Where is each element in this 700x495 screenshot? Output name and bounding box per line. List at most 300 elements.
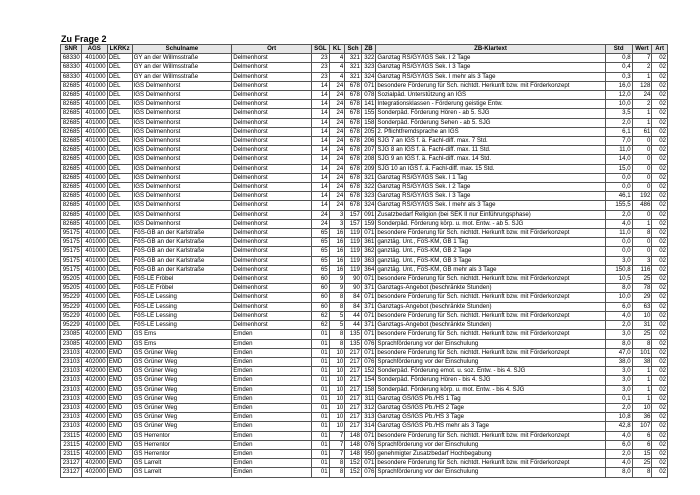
cell-sgl: 01 <box>312 422 330 431</box>
cell-lkrkz: DEL <box>107 219 132 228</box>
cell-sch: 135 <box>345 339 362 348</box>
cell-kl: 24 <box>329 192 345 201</box>
cell-ags: 401000 <box>81 302 107 311</box>
cell-std: 4,0 <box>605 431 632 440</box>
cell-sgl: 01 <box>312 468 330 477</box>
cell-sch: 678 <box>345 146 362 155</box>
cell-wert: 2 <box>632 63 652 72</box>
cell-ags: 401000 <box>81 137 107 146</box>
cell-lkrkz: EMD <box>107 459 132 468</box>
cell-lkrkz: DEL <box>107 284 132 293</box>
cell-art: 02 <box>652 247 668 256</box>
cell-art: 02 <box>652 72 668 81</box>
table-header-row <box>61 45 668 54</box>
cell-ags: 401000 <box>81 293 107 302</box>
table-row <box>61 431 668 440</box>
cell-sgl: 01 <box>312 385 330 394</box>
cell-wert: 8 <box>632 229 652 238</box>
cell-wert: 486 <box>632 201 652 210</box>
cell-kl: 5 <box>329 311 345 320</box>
table-row <box>61 284 668 293</box>
table-row <box>61 449 668 458</box>
cell-schulname: IGS Delmenhorst <box>132 173 232 182</box>
cell-wert: 7 <box>632 54 652 63</box>
table-row <box>61 164 668 173</box>
cell-zb: 078 <box>361 91 376 100</box>
cell-sgl: 14 <box>312 173 330 182</box>
cell-lkrkz: EMD <box>107 367 132 376</box>
cell-wert: 3 <box>632 256 652 265</box>
cell-ort: Emden <box>232 330 312 339</box>
cell-wert: 0 <box>632 173 652 182</box>
cell-ags: 401000 <box>81 256 107 265</box>
cell-schulname: IGS Delmenhorst <box>132 219 232 228</box>
cell-zb-klartext: SJG 8 an IGS f. ä. Fachl-diff. max. 11 Std. <box>376 146 605 155</box>
cell-sch: 44 <box>345 321 362 330</box>
cell-sgl: 65 <box>312 265 330 274</box>
cell-zb: 323 <box>361 192 376 201</box>
cell-kl: 24 <box>329 201 345 210</box>
cell-std: 10,0 <box>605 293 632 302</box>
cell-schulname: FöS-GB an der Karlstraße <box>132 256 232 265</box>
table-row <box>61 413 668 422</box>
cell-ags: 401000 <box>81 265 107 274</box>
cell-zb-klartext: ganztäg. Unt., FöS-KM, GB 2 Tage <box>376 247 605 256</box>
cell-kl: 10 <box>329 385 345 394</box>
cell-art: 02 <box>652 468 668 477</box>
cell-lkrkz: EMD <box>107 468 132 477</box>
cell-snr: 82685 <box>61 155 82 164</box>
cell-sgl: 14 <box>312 127 330 136</box>
cell-kl: 8 <box>329 339 345 348</box>
cell-sgl: 14 <box>312 183 330 192</box>
cell-schulname: IGS Delmenhorst <box>132 164 232 173</box>
cell-ort: Delmenhorst <box>232 293 312 302</box>
cell-zb: 324 <box>361 201 376 210</box>
cell-art: 02 <box>652 173 668 182</box>
cell-zb: 076 <box>361 440 376 449</box>
cell-ort: Delmenhorst <box>232 321 312 330</box>
cell-snr: 23115 <box>61 440 82 449</box>
cell-wert: 1 <box>632 219 652 228</box>
cell-sgl: 01 <box>312 431 330 440</box>
cell-zb: 152 <box>361 367 376 376</box>
cell-schulname: IGS Delmenhorst <box>132 192 232 201</box>
cell-ort: Delmenhorst <box>232 109 312 118</box>
cell-zb: 071 <box>361 330 376 339</box>
cell-art: 02 <box>652 449 668 458</box>
cell-ags: 401000 <box>81 118 107 127</box>
cell-art: 02 <box>652 440 668 449</box>
cell-art: 02 <box>652 394 668 403</box>
cell-ort: Delmenhorst <box>232 284 312 293</box>
cell-sch: 678 <box>345 137 362 146</box>
cell-sgl: 62 <box>312 321 330 330</box>
cell-wert: 0 <box>632 247 652 256</box>
cell-kl: 10 <box>329 422 345 431</box>
cell-schulname: FöS-LE Lessing <box>132 302 232 311</box>
cell-schulname: GS Herrentor <box>132 449 232 458</box>
cell-ags: 401000 <box>81 155 107 164</box>
cell-ort: Emden <box>232 367 312 376</box>
cell-snr: 82685 <box>61 173 82 182</box>
cell-sch: 157 <box>345 210 362 219</box>
cell-art: 02 <box>652 413 668 422</box>
cell-kl: 5 <box>329 321 345 330</box>
cell-std: 38,0 <box>605 357 632 366</box>
cell-zb: 208 <box>361 155 376 164</box>
cell-sgl: 14 <box>312 100 330 109</box>
cell-sch: 217 <box>345 348 362 357</box>
cell-schulname: GS Grüner Weg <box>132 394 232 403</box>
cell-sch: 217 <box>345 376 362 385</box>
cell-ort: Emden <box>232 459 312 468</box>
cell-art: 02 <box>652 357 668 366</box>
cell-sch: 217 <box>345 385 362 394</box>
cell-zb: 362 <box>361 247 376 256</box>
cell-lkrkz: EMD <box>107 385 132 394</box>
cell-art: 02 <box>652 284 668 293</box>
cell-snr: 23115 <box>61 449 82 458</box>
cell-zb-klartext: Sozialpäd. Unterstützung an IGS <box>376 91 605 100</box>
cell-ags: 401000 <box>81 109 107 118</box>
cell-ags: 401000 <box>81 275 107 284</box>
cell-schulname: FöS-LE Lessing <box>132 321 232 330</box>
cell-zb-klartext: Ganztag RS/GY/IGS Sek. I mehr als 3 Tage <box>376 201 605 210</box>
cell-std: 0,0 <box>605 238 632 247</box>
table-row <box>61 155 668 164</box>
cell-lkrkz: EMD <box>107 394 132 403</box>
cell-snr: 95175 <box>61 247 82 256</box>
cell-zb-klartext: Ganztags-Angebot (beschränkte Stunden) <box>376 302 605 311</box>
table-row <box>61 192 668 201</box>
cell-ags: 402000 <box>81 422 107 431</box>
cell-wert: 0 <box>632 238 652 247</box>
cell-sch: 84 <box>345 302 362 311</box>
cell-ags: 402000 <box>81 403 107 412</box>
cell-lkrkz: DEL <box>107 321 132 330</box>
cell-sgl: 14 <box>312 109 330 118</box>
header-snr: SNR <box>61 45 82 54</box>
cell-kl: 4 <box>329 63 345 72</box>
cell-std: 10,0 <box>605 100 632 109</box>
cell-std: 3,0 <box>605 256 632 265</box>
cell-lkrkz: EMD <box>107 330 132 339</box>
table-row <box>61 394 668 403</box>
cell-sgl: 60 <box>312 293 330 302</box>
cell-schulname: GS Ems <box>132 339 232 348</box>
cell-art: 02 <box>652 146 668 155</box>
cell-kl: 16 <box>329 229 345 238</box>
cell-sch: 678 <box>345 100 362 109</box>
cell-snr: 23085 <box>61 339 82 348</box>
cell-snr: 95229 <box>61 293 82 302</box>
cell-snr: 23103 <box>61 376 82 385</box>
page-title: Zu Frage 2 <box>61 34 107 44</box>
cell-sch: 119 <box>345 265 362 274</box>
cell-ags: 401000 <box>81 146 107 155</box>
table-row <box>61 321 668 330</box>
cell-ort: Delmenhorst <box>232 146 312 155</box>
cell-schulname: GS Herrentor <box>132 440 232 449</box>
cell-sgl: 01 <box>312 357 330 366</box>
cell-schulname: GS Larrelt <box>132 459 232 468</box>
cell-std: 42,8 <box>605 422 632 431</box>
cell-schulname: GY an der Willmsstraße <box>132 54 232 63</box>
cell-schulname: GS Grüner Weg <box>132 422 232 431</box>
cell-sch: 90 <box>345 284 362 293</box>
cell-sgl: 23 <box>312 72 330 81</box>
cell-sch: 678 <box>345 183 362 192</box>
cell-zb-klartext: Sonderpäd. Förderung emot. u. soz. Entw. - bis 4. SJG <box>376 367 605 376</box>
cell-lkrkz: DEL <box>107 173 132 182</box>
cell-ort: Delmenhorst <box>232 164 312 173</box>
cell-schulname: IGS Delmenhorst <box>132 81 232 90</box>
cell-ort: Delmenhorst <box>232 256 312 265</box>
cell-std: 8,0 <box>605 468 632 477</box>
cell-snr: 82685 <box>61 146 82 155</box>
cell-zb-klartext: Sonderpäd. Förderung körp. u. mot. Entw. - bis 4. SJG <box>376 385 605 394</box>
cell-ags: 401000 <box>81 91 107 100</box>
cell-art: 02 <box>652 100 668 109</box>
cell-ags: 401000 <box>81 54 107 63</box>
cell-art: 02 <box>652 164 668 173</box>
cell-zb: 076 <box>361 339 376 348</box>
cell-ags: 401000 <box>81 321 107 330</box>
cell-zb-klartext: besondere Förderung für Sch. nichtdt. Herkunft bzw. mit Förderkonzept <box>376 293 605 302</box>
cell-sch: 678 <box>345 127 362 136</box>
cell-zb-klartext: Sonderpäd. Förderung körp. u. mot. Entw. - ab 5. SJG <box>376 219 605 228</box>
cell-ort: Emden <box>232 413 312 422</box>
cell-wert: 25 <box>632 330 652 339</box>
cell-ags: 401000 <box>81 63 107 72</box>
table-row <box>61 137 668 146</box>
cell-std: 47,0 <box>605 348 632 357</box>
table-row <box>61 302 668 311</box>
cell-std: 0,3 <box>605 72 632 81</box>
cell-zb: 363 <box>361 256 376 265</box>
cell-std: 10,5 <box>605 275 632 284</box>
cell-std: 7,0 <box>605 137 632 146</box>
cell-ort: Delmenhorst <box>232 173 312 182</box>
cell-zb: 071 <box>361 293 376 302</box>
cell-ort: Emden <box>232 403 312 412</box>
cell-std: 11,0 <box>605 146 632 155</box>
cell-snr: 68330 <box>61 72 82 81</box>
cell-zb-klartext: Ganztag RS/GY/IGS Sek. I mehr als 3 Tage <box>376 72 605 81</box>
cell-ags: 402000 <box>81 459 107 468</box>
cell-zb-klartext: SJG 10 an IGS f. ä. Fachl-diff. max. 15 Std. <box>376 164 605 173</box>
cell-lkrkz: DEL <box>107 192 132 201</box>
cell-art: 02 <box>652 311 668 320</box>
cell-std: 155,5 <box>605 201 632 210</box>
cell-kl: 7 <box>329 449 345 458</box>
cell-sgl: 01 <box>312 330 330 339</box>
cell-ags: 402000 <box>81 440 107 449</box>
cell-wert: 101 <box>632 348 652 357</box>
cell-sgl: 01 <box>312 394 330 403</box>
cell-zb: 950 <box>361 449 376 458</box>
cell-sgl: 60 <box>312 284 330 293</box>
cell-sch: 678 <box>345 109 362 118</box>
cell-schulname: FöS-LE Lessing <box>132 293 232 302</box>
cell-art: 02 <box>652 238 668 247</box>
cell-zb-klartext: besondere Förderung für Sch. nichtdt. Herkunft bzw. mit Förderkonzept <box>376 311 605 320</box>
cell-std: 4,0 <box>605 311 632 320</box>
cell-sch: 678 <box>345 173 362 182</box>
cell-art: 02 <box>652 137 668 146</box>
header-ort: Ort <box>232 45 312 54</box>
cell-art: 02 <box>652 201 668 210</box>
cell-sgl: 14 <box>312 192 330 201</box>
cell-snr: 82685 <box>61 127 82 136</box>
cell-ags: 402000 <box>81 348 107 357</box>
cell-kl: 7 <box>329 431 345 440</box>
cell-sch: 148 <box>345 431 362 440</box>
cell-std: 0,4 <box>605 63 632 72</box>
cell-schulname: IGS Delmenhorst <box>132 183 232 192</box>
cell-snr: 82685 <box>61 109 82 118</box>
table-row <box>61 357 668 366</box>
cell-wert: 0 <box>632 146 652 155</box>
cell-schulname: GS Larrelt <box>132 468 232 477</box>
cell-ags: 401000 <box>81 210 107 219</box>
cell-zb-klartext: SJG 9 an IGS f. ä. Fachl-diff. max. 14 Std. <box>376 155 605 164</box>
header-wert: Wert <box>632 45 652 54</box>
cell-art: 02 <box>652 321 668 330</box>
cell-ort: Emden <box>232 394 312 403</box>
cell-zb: 076 <box>361 468 376 477</box>
cell-schulname: FöS-GB an der Karlstraße <box>132 247 232 256</box>
cell-kl: 24 <box>329 118 345 127</box>
cell-ort: Delmenhorst <box>232 100 312 109</box>
cell-lkrkz: DEL <box>107 229 132 238</box>
cell-schulname: GY an der Willmsstraße <box>132 63 232 72</box>
cell-wert: 31 <box>632 321 652 330</box>
cell-snr: 23085 <box>61 330 82 339</box>
cell-snr: 82685 <box>61 91 82 100</box>
cell-kl: 8 <box>329 330 345 339</box>
cell-kl: 4 <box>329 54 345 63</box>
cell-ags: 401000 <box>81 173 107 182</box>
table-row <box>61 127 668 136</box>
table-row <box>61 229 668 238</box>
cell-kl: 16 <box>329 238 345 247</box>
cell-zb-klartext: Ganztag GS/IGS Pb./HS 1 Tag <box>376 394 605 403</box>
cell-zb-klartext: Sonderpäd. Förderung Hören - bis 4. SJG <box>376 376 605 385</box>
cell-sgl: 23 <box>312 63 330 72</box>
cell-kl: 8 <box>329 459 345 468</box>
cell-wert: 38 <box>632 357 652 366</box>
table-row <box>61 422 668 431</box>
cell-snr: 82685 <box>61 137 82 146</box>
cell-ort: Delmenhorst <box>232 63 312 72</box>
cell-snr: 95175 <box>61 256 82 265</box>
table-row <box>61 81 668 90</box>
cell-zb-klartext: besondere Förderung für Sch. nichtdt. Herkunft bzw. mit Förderkonzept <box>376 459 605 468</box>
cell-art: 02 <box>652 275 668 284</box>
cell-kl: 3 <box>329 210 345 219</box>
cell-lkrkz: DEL <box>107 137 132 146</box>
cell-lkrkz: DEL <box>107 155 132 164</box>
cell-sgl: 14 <box>312 164 330 173</box>
cell-std: 14,0 <box>605 155 632 164</box>
cell-kl: 10 <box>329 394 345 403</box>
cell-zb-klartext: besondere Förderung für Sch. nichtdt. Herkunft bzw. mit Förderkonzept <box>376 330 605 339</box>
table-row <box>61 100 668 109</box>
cell-kl: 10 <box>329 376 345 385</box>
cell-schulname: FöS-LE Fröbel <box>132 275 232 284</box>
cell-kl: 24 <box>329 109 345 118</box>
cell-lkrkz: DEL <box>107 118 132 127</box>
cell-schulname: IGS Delmenhorst <box>132 91 232 100</box>
header-ags: AGS <box>81 45 107 54</box>
cell-sch: 678 <box>345 91 362 100</box>
cell-snr: 95229 <box>61 302 82 311</box>
header-lkrkz: LKRKz <box>107 45 132 54</box>
cell-sch: 119 <box>345 247 362 256</box>
cell-ort: Emden <box>232 357 312 366</box>
cell-sch: 678 <box>345 155 362 164</box>
cell-art: 02 <box>652 339 668 348</box>
cell-ort: Delmenhorst <box>232 302 312 311</box>
cell-ags: 402000 <box>81 468 107 477</box>
cell-art: 02 <box>652 385 668 394</box>
cell-wert: 1 <box>632 367 652 376</box>
cell-lkrkz: DEL <box>107 247 132 256</box>
cell-sgl: 14 <box>312 146 330 155</box>
cell-std: 0,1 <box>605 394 632 403</box>
cell-zb-klartext: Ganztag GS/IGS Pb./HS mehr als 3 Tage <box>376 422 605 431</box>
cell-ort: Delmenhorst <box>232 311 312 320</box>
cell-snr: 95229 <box>61 321 82 330</box>
cell-zb-klartext: Ganztag RS/GY/IGS Sek. I 3 Tage <box>376 63 605 72</box>
cell-schulname: GY an der Willmsstraße <box>132 72 232 81</box>
cell-zb: 321 <box>361 173 376 182</box>
cell-schulname: IGS Delmenhorst <box>132 118 232 127</box>
cell-lkrkz: DEL <box>107 91 132 100</box>
cell-lkrkz: DEL <box>107 183 132 192</box>
cell-art: 02 <box>652 118 668 127</box>
cell-sgl: 24 <box>312 210 330 219</box>
cell-schulname: GS Grüner Weg <box>132 357 232 366</box>
cell-zb: 091 <box>361 210 376 219</box>
cell-std: 12,0 <box>605 91 632 100</box>
cell-lkrkz: EMD <box>107 403 132 412</box>
cell-ags: 402000 <box>81 330 107 339</box>
cell-wert: 1 <box>632 394 652 403</box>
cell-sgl: 01 <box>312 440 330 449</box>
cell-wert: 1 <box>632 72 652 81</box>
cell-ort: Delmenhorst <box>232 275 312 284</box>
cell-lkrkz: DEL <box>107 146 132 155</box>
cell-lkrkz: DEL <box>107 81 132 90</box>
cell-snr: 23103 <box>61 394 82 403</box>
cell-wert: 1 <box>632 376 652 385</box>
cell-wert: 6 <box>632 431 652 440</box>
cell-lkrkz: DEL <box>107 275 132 284</box>
cell-snr: 82685 <box>61 201 82 210</box>
cell-zb: 207 <box>361 146 376 155</box>
cell-art: 02 <box>652 54 668 63</box>
cell-art: 02 <box>652 109 668 118</box>
cell-zb: 071 <box>361 459 376 468</box>
cell-ags: 402000 <box>81 367 107 376</box>
cell-sgl: 65 <box>312 256 330 265</box>
cell-ags: 401000 <box>81 247 107 256</box>
cell-kl: 24 <box>329 173 345 182</box>
cell-kl: 10 <box>329 403 345 412</box>
